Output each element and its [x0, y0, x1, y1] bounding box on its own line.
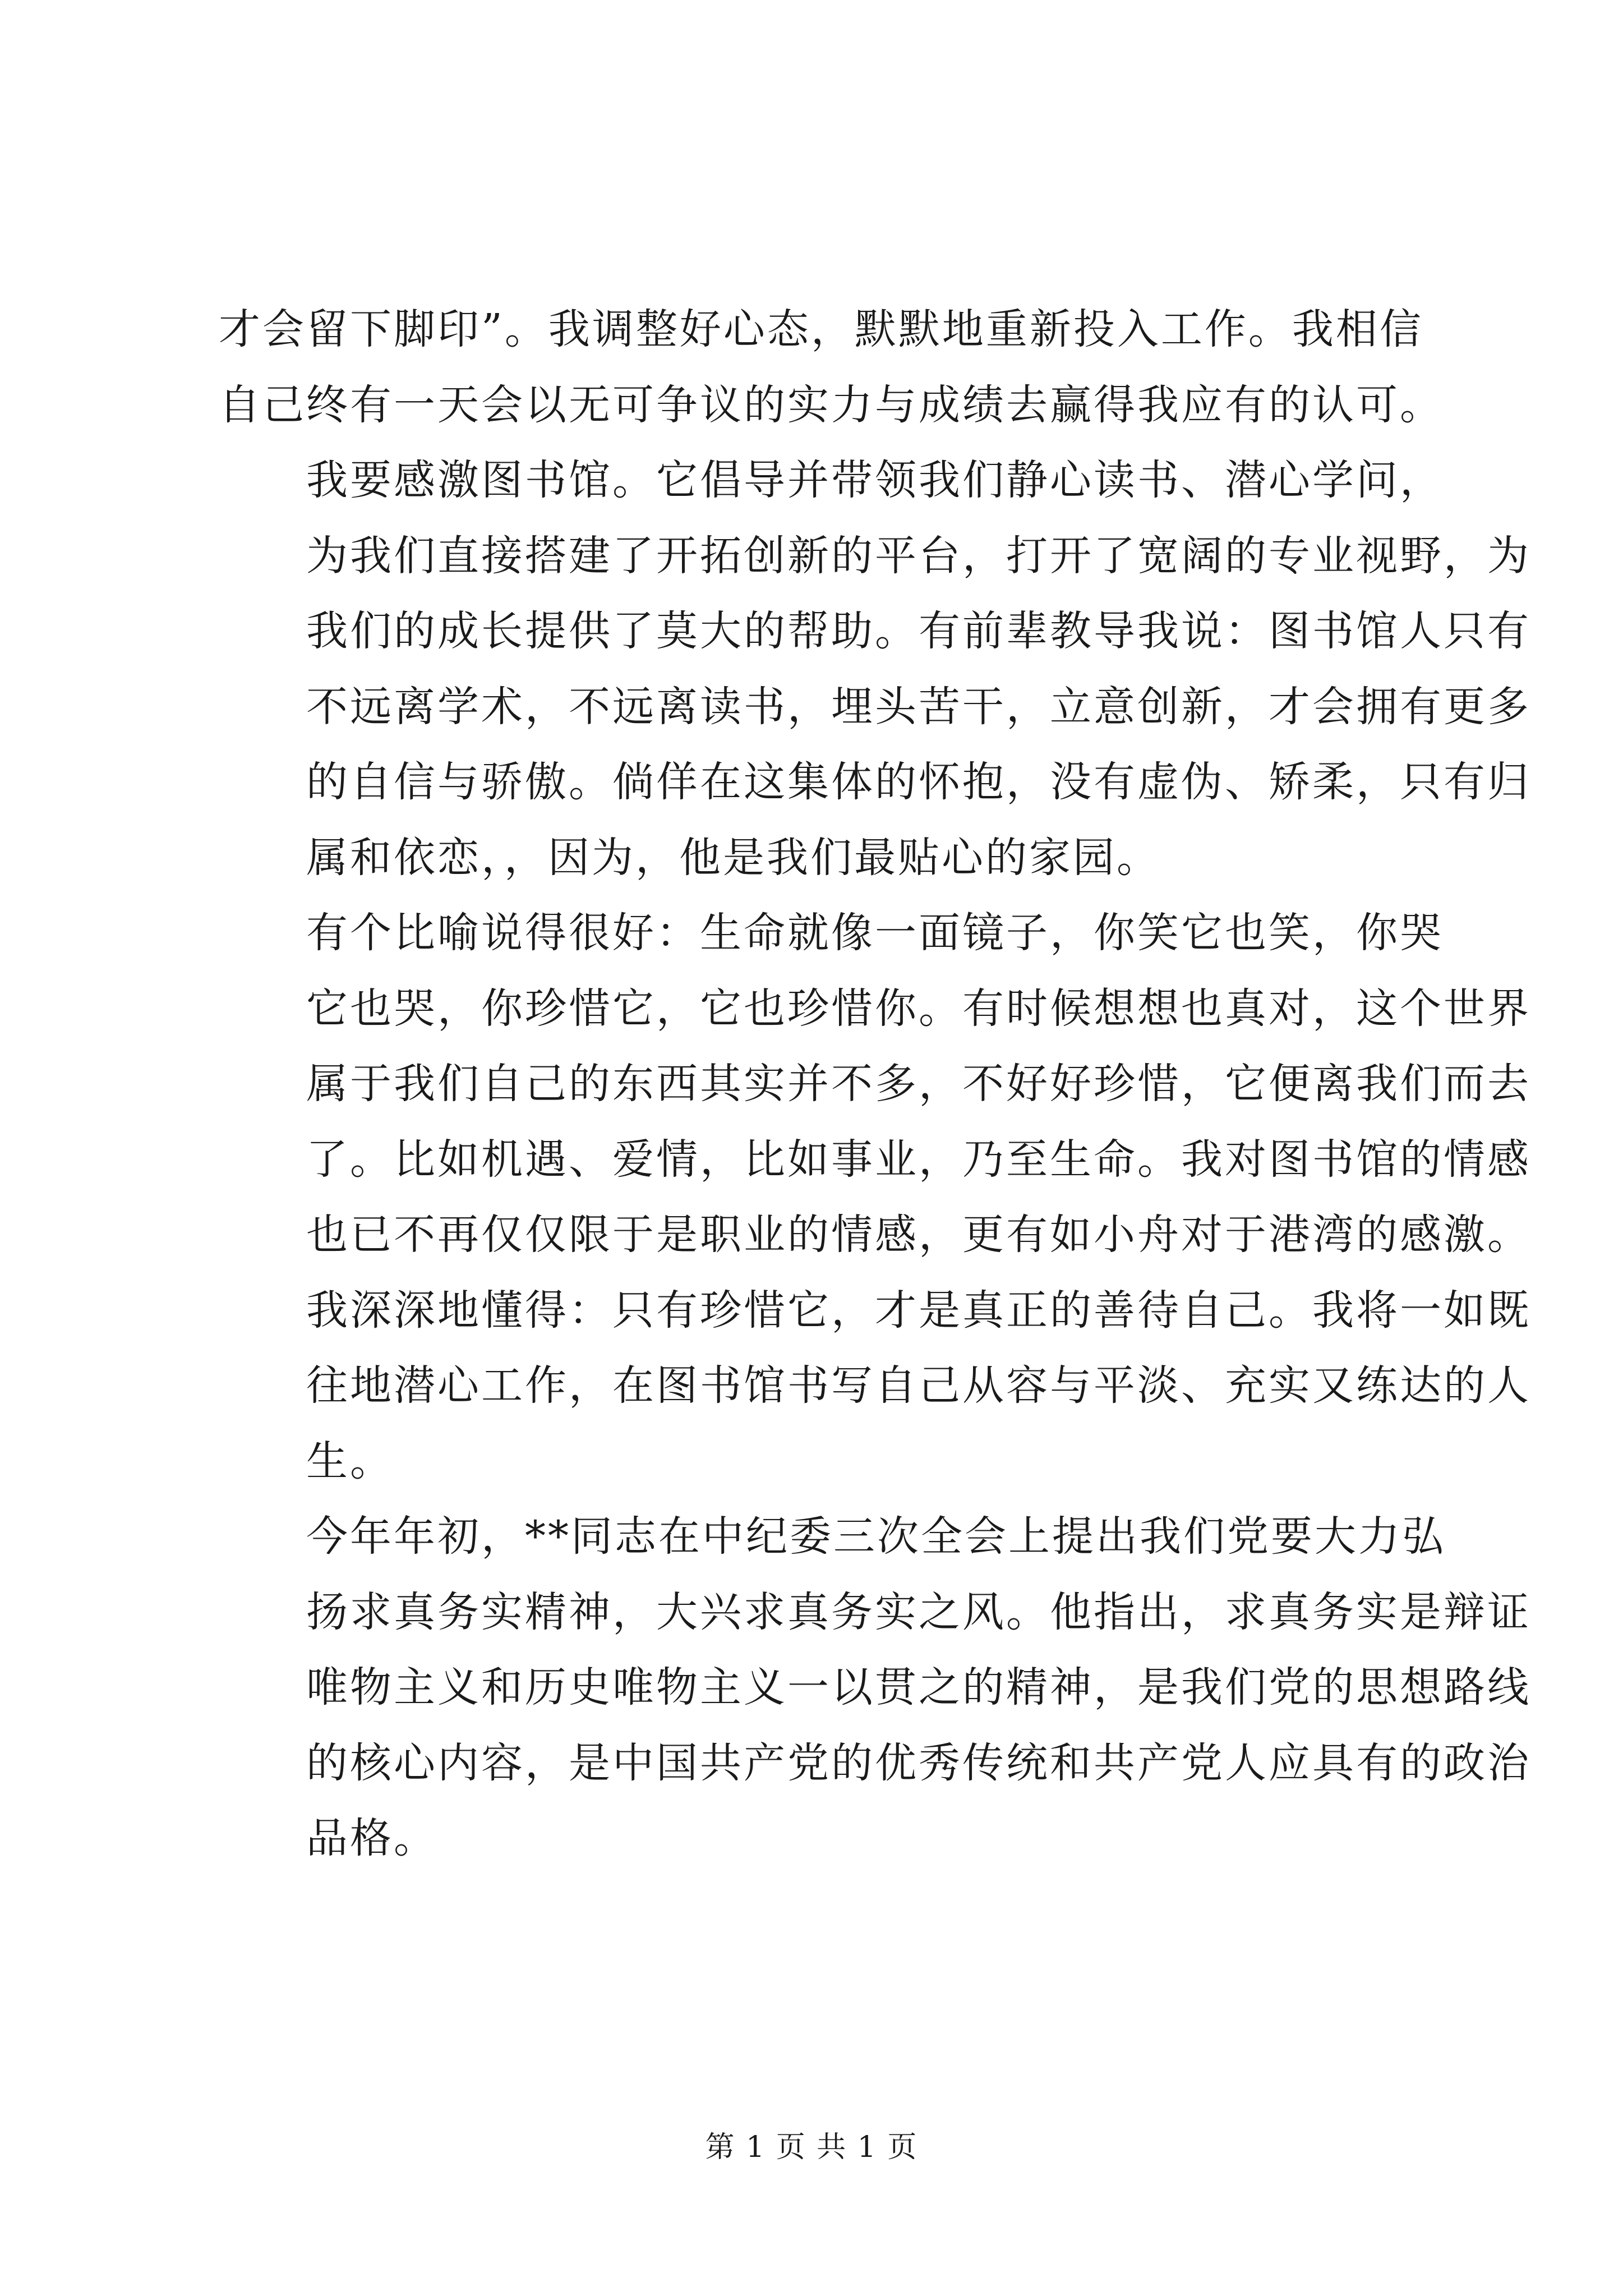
text-line: 我要感激图书馆。它倡导并带领我们静心读书、潜心学问， — [306, 456, 1444, 504]
text-line: 为我们直接搭建了开拓创新的平台，打开了宽阔的专业视野，为 — [306, 531, 1531, 580]
text-line: 属于我们自己的东西其实并不多，不好好珍惜，它便离我们而去 — [306, 1060, 1531, 1108]
text-line: 了。比如机遇、爱情，比如事业，乃至生命。我对图书馆的情感 — [306, 1135, 1531, 1184]
paragraph — [219, 1499, 1531, 1876]
text-line: 生。 — [306, 1437, 394, 1485]
text-line: 我深深地懂得：只有珍惜它，才是真正的善待自己。我将一如既 — [306, 1286, 1531, 1335]
text-line: 唯物主义和历史唯物主义一以贯之的精神，是我们党的思想路线 — [306, 1663, 1531, 1711]
text-line: 今年年初，**同志在中纪委三次全会上提出我们党要大力弘 — [306, 1512, 1446, 1561]
text-line: 的自信与骄傲。倘佯在这集体的怀抱，没有虚伪、矫柔，只有归 — [306, 758, 1531, 806]
text-line: 往地潜心工作，在图书馆书写自己从容与平淡、充实又练达的人 — [306, 1361, 1531, 1410]
text-line: 有个比喻说得很好：生命就像一面镜子，你笑它也笑，你哭 — [306, 909, 1444, 957]
paragraph — [219, 443, 1531, 895]
document-body — [219, 292, 1531, 1876]
text-line: 属和依恋，，因为，他是我们最贴心的家园。 — [306, 833, 1160, 882]
paragraph — [219, 895, 1531, 1499]
text-line: 不远离学术，不远离读书，埋头苦干，立意创新，才会拥有更多 — [306, 682, 1531, 731]
page-footer: 第 1 页 共 1 页 — [705, 2131, 918, 2164]
text-line: 自己终有一天会以无可争议的实力与成绩去赢得我应有的认可。 — [219, 380, 1444, 429]
paragraph — [219, 292, 1444, 443]
text-line: 扬求真务实精神，大兴求真务实之风。他指出，求真务实是辩证 — [306, 1588, 1531, 1636]
text-line: 才会留下脚印”。我调整好心态，默默地重新投入工作。我相信 — [219, 305, 1423, 353]
text-line: 的核心内容，是中国共产党的优秀传统和共产党人应具有的政治 — [306, 1738, 1531, 1787]
text-line: 品格。 — [306, 1814, 437, 1862]
text-line: 也已不再仅仅限于是职业的情感，更有如小舟对于港湾的感激。 — [306, 1211, 1531, 1259]
text-line: 它也哭，你珍惜它，它也珍惜你。有时候想想也真对，这个世界 — [306, 984, 1531, 1033]
text-line: 我们的成长提供了莫大的帮助。有前辈教导我说：图书馆人只有 — [306, 607, 1531, 655]
